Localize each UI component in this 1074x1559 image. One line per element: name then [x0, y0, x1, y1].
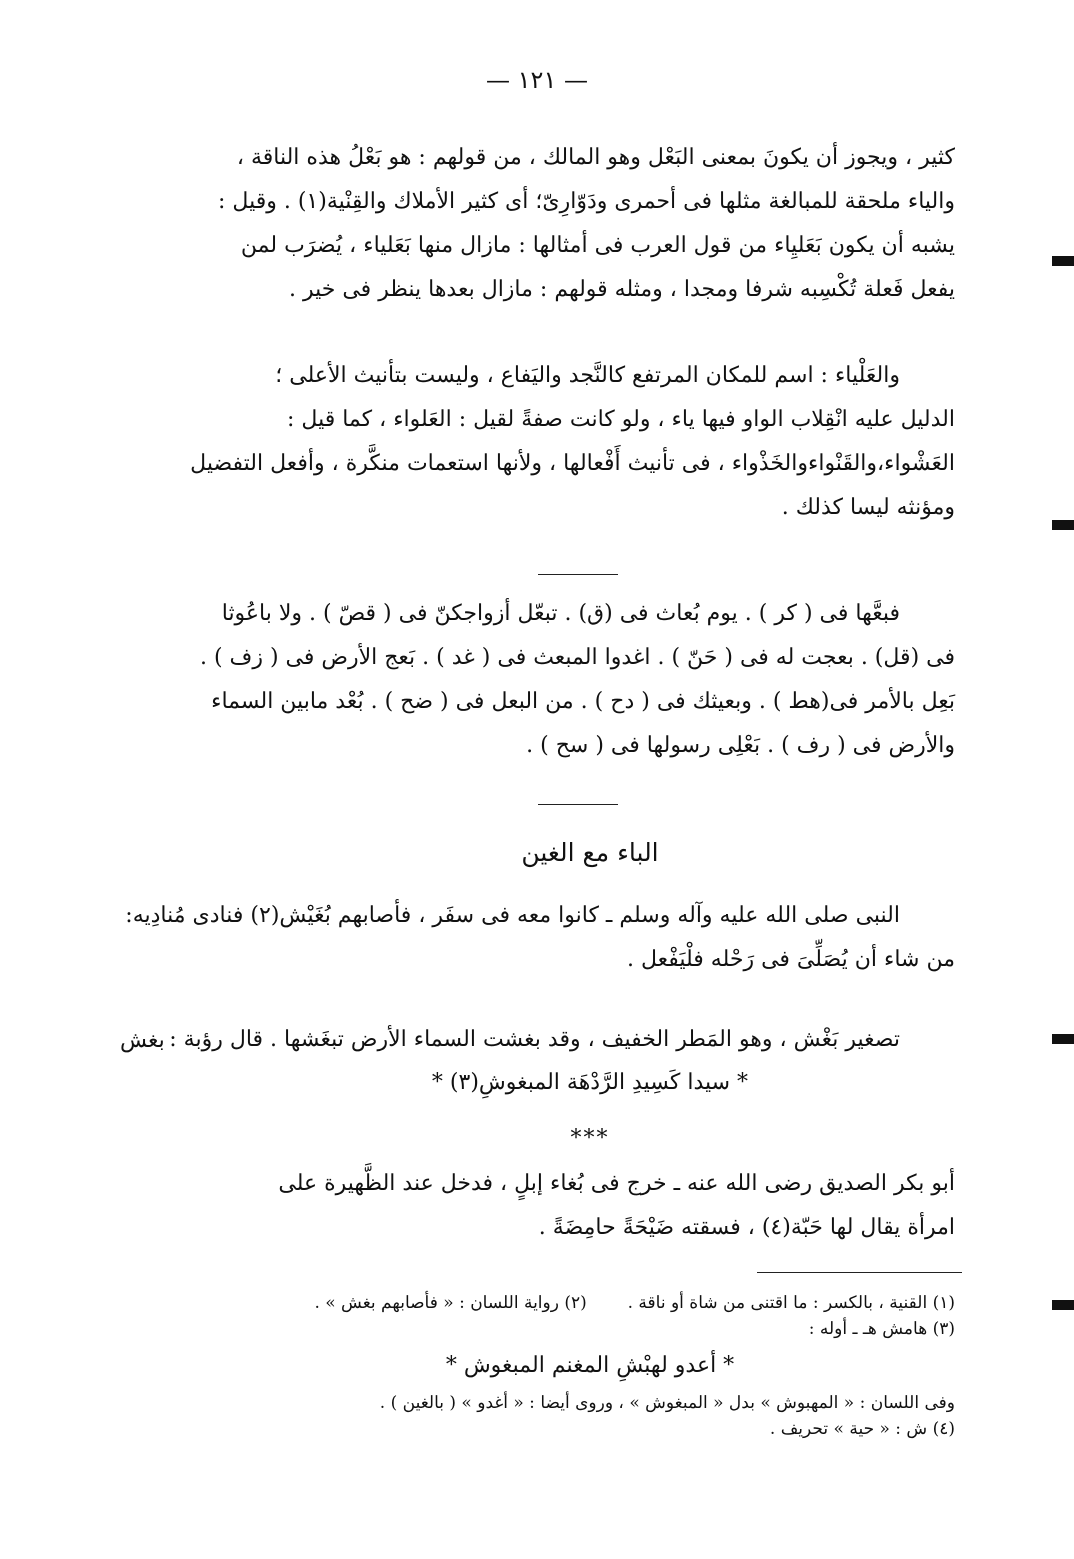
section-divider: [538, 574, 618, 575]
footnotes: [225, 1290, 955, 1442]
text-line: تصغير بَغْش ، وهو المَطر الخفيف ، وقد بغشت السماء الأرض تبغَشها . قال رؤبة :: [169, 1027, 900, 1052]
text-line: يفعل فَعلة تُكْسِبه شرفا ومجدا ، ومثله قولهم : مازال بعدها ينظر فى خير .: [288, 277, 955, 302]
section-heading: الباء مع الغين: [521, 838, 659, 867]
text-line: كثير ، ويجوز أن يكونَ بمعنى البَعْل وهو المالك ، من قولهم : هو بَعْلُ هذه الناقة ،: [236, 145, 955, 170]
text-line: فبعَّها فى ( كر ) . يوم بُعاث فى (ق) . تبعّل أزواجكنّ فى ( قصّ ) . ولا باعُوثا: [221, 601, 900, 626]
text-line: والعَلْياء : اسم للمكان المرتفع كالنَّجد واليَفاع ، وليست بتأنيث الأعلى ؛: [275, 363, 900, 388]
footnote-4: (٤) ش : « حية » تحريف .: [769, 1419, 955, 1439]
margin-mark: [1052, 520, 1074, 530]
paragraph-2: [190, 354, 955, 530]
paragraph-hadith-2: [225, 1162, 955, 1250]
paragraph-1: [218, 136, 955, 312]
text-line: من شاء أن يُصَلِّىَ فى رَحْله فلْيَفْعل .: [626, 947, 955, 972]
footnote-row: [225, 1290, 955, 1316]
text-line: الدليل عليه انْقِلاب الواو فيها ياء ، ولو كانت صفةً لقيل : العَلواء ، كما قيل :: [287, 407, 955, 432]
text-line: فى (قل) . بعجت له فى ( حَنّ ) . اغدوا المبعث فى ( غد ) . بَعج الأرض فى ( زف ) .: [199, 645, 955, 670]
footnote-verse: * أعدو لهبْشِ المغنم المبغوش *: [445, 1353, 735, 1378]
text-line: العَشْواء،والقَنْواءوالخَذْواء ، فى تأنيث أَفْعالها ، ولأنها استعمات منكَّرة ، وأفعل التفضيل: [190, 451, 955, 476]
paragraph-cross-references: [199, 592, 955, 768]
text-line: والأرض فى ( رف ) . بَعْلِى رسولها فى ( سح ) .: [526, 733, 955, 758]
text-line: أبو بكر الصديق رضى الله عنه ـ خرج فى بُغاء إبلٍ ، فدخل عند الظَّهيرة على: [278, 1171, 955, 1196]
text-line: بَعِل بالأمر فى(هط ) . وبعيثك فى ( دح ) . من البعل فى ( ضح ) . بُعْد مابين السماء: [211, 689, 955, 714]
section-divider: [538, 804, 618, 805]
footnote-3: (٣) هامش هـ ـ أوله :: [808, 1319, 955, 1339]
text-line: والياء ملحقة للمبالغة مثلها فى أحمرى ودَوّارِىّ؛ أى كثير الأملاك والقِنْية(١) . وقيل :: [218, 189, 955, 214]
paragraph-hadith-1: [125, 894, 955, 982]
margin-keyword: بغش: [120, 1028, 165, 1053]
margin-mark: [1052, 1300, 1074, 1310]
footnote-3-continued: وفى اللسان : « المهبوش » بدل « المبغوش » ، وروى أيضا : « أغدو » ( بالغين ) .: [379, 1393, 955, 1413]
asterism: ***: [570, 1126, 610, 1151]
text-line: النبى صلى الله عليه وآله وسلم ـ كانوا معه فى سفَر ، فأصابهم بُغَيْش(٢) فنادى مُنادِيه:: [125, 903, 900, 928]
paragraph-explanation: [169, 1018, 955, 1062]
verse-line: * سيدا كَسِيدِ الرَّدْهَة المبغوشِ(٣) *: [431, 1070, 749, 1095]
margin-mark: [1052, 256, 1074, 266]
footnote-1: (١) القنية ، بالكسر : ما اقتنى من شاة أو ناقة .: [627, 1293, 955, 1313]
page-number: — ١٢١ —: [486, 66, 588, 94]
footnote-rule: [757, 1272, 962, 1273]
margin-mark: [1052, 1034, 1074, 1044]
text-line: امرأة يقال لها حَبّة(٤) ، فسقته ضَيْحَةً حامِضَةً .: [538, 1215, 955, 1240]
text-line: يشبه أن يكون بَعَليِاء من قول العرب فى أمثالها : مازال منها بَعَلياء ، يُضرَب لمن: [240, 233, 955, 258]
footnote-2: (٢) رواية اللسان : « فأصابهم بغش » .: [314, 1293, 587, 1313]
text-line: ومؤنثه ليسا كذلك .: [781, 495, 955, 520]
